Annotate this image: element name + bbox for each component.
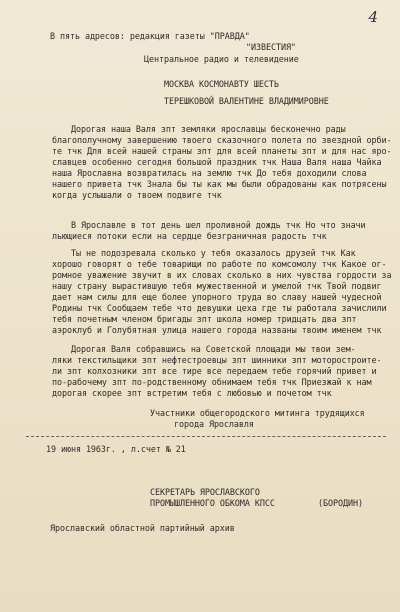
addressee-line-1: МОСКВА КОСМОНАВТУ ШЕСТЬ <box>164 79 279 89</box>
body-line: ляки текстильщики зпт нефтестроевцы зпт шинники зпт моторостроите- <box>52 355 382 365</box>
body-line: по-рабочему зпт по-родственному обнимаем тебя тчк Приезжай к нам <box>52 377 372 387</box>
body-line: В Ярославле в тот день шел проливной дождь тчк Но что значи <box>71 220 366 230</box>
body-line: наша Ярославна возвратилась на землю тчк До тебя доходили слова <box>52 168 367 178</box>
body-line: дорогая скорее зпт встретим тебя с любовью и почетом тчк <box>52 388 332 398</box>
header-izvestia: "ИЗВЕСТИЯ" <box>246 42 296 52</box>
page-number: 4 <box>368 8 378 26</box>
header-radio-tv: Центральное радио и телевидение <box>144 54 299 64</box>
body-line: дает нам силы для еще более упорного труда во славу нашей чудесной <box>52 292 382 302</box>
date-account-line: 19 июня 1963г. , л.счет № 21 <box>46 444 186 454</box>
body-line: Ты не подозревала сколько у тебя оказалось друзей тчк Как <box>71 248 356 258</box>
header-recipients: В пять адресов: редакция газеты "ПРАВДА" <box>50 31 250 41</box>
body-line: те тчк Для всей нашей страны зпт для всей планеты зпт и для нас яро- <box>52 146 392 156</box>
body-line: нашу страну вырастившую тебя мужественной и умелой тчк Твой подвиг <box>52 281 382 291</box>
body-line: нашего привета тчк Знала бы ты как мы были обрадованы как потрясены <box>52 179 387 189</box>
signature-line-2: города Ярославля <box>174 419 254 429</box>
addressee-line-2: ТЕРЕШКОВОЙ ВАЛЕНТИНЕ ВЛАДИМИРОВНЕ <box>164 96 329 106</box>
body-line: хорошо говорят о тебе товарищи по работе по комсомолу тчк Какое ог- <box>52 259 387 269</box>
body-line: ли зпт колхозники зпт все тире все передаем тебе горячий привет и <box>52 366 377 376</box>
body-line: Дорогая наша Валя зпт земляки ярославцы бесконечно рады <box>71 124 346 134</box>
body-line: Дорогая Валя собравшись на Советской площади мы твои зем- <box>71 344 356 354</box>
archive-source: Ярославский областной партийный архив <box>50 523 235 533</box>
secretary-title-line-1: СЕКРЕТАРЬ ЯРОСЛАВСКОГО <box>150 487 260 497</box>
divider-line <box>26 436 386 437</box>
body-line: когда услышали о твоем подвиге тчк <box>52 190 222 200</box>
signature-line-1: Участники общегородского митинга трудящихся <box>150 408 365 418</box>
body-line: благополучному завершению твоего сказочного полета по звездной орби- <box>52 135 392 145</box>
body-line: Родины тчк Сообщаем тебе что девушки цеха где ты работала зачислили <box>52 303 387 313</box>
signer-name: (БОРОДИН) <box>318 498 363 508</box>
body-line: ромное уважение звучит в их словах сколько в них чувства гордости за <box>52 270 392 280</box>
body-line: льющиеся потоки если на сердце безграничная радость тчк <box>52 231 327 241</box>
secretary-title-line-2: ПРОМЫШЛЕННОГО ОБКОМА КПСС <box>150 498 275 508</box>
body-line: тебя почетным членом бригады зпт школа номер тридцать два зпт <box>52 314 357 324</box>
body-line: аэроклуб и Голубятная улица нашего города названы твоим именем тчк <box>52 325 382 335</box>
body-line: славцев особенно сегодня большой праздник тчк Наша Валя наша Чайка <box>52 157 382 167</box>
